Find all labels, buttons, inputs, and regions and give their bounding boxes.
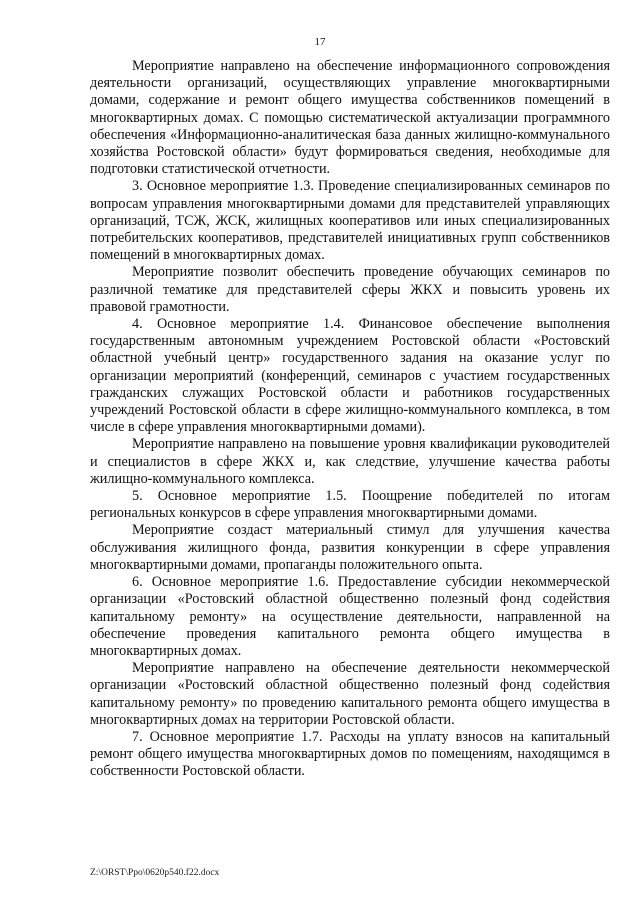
paragraph-qualification-effect: Мероприятие направлено на повышение уровня квалификации руководителей и специалистов в сфере ЖКХ и, как следствие, улучшение качества работы жилищно-коммунального комплекса. [90, 436, 610, 487]
paragraph-measure-1-5: 5. Основное мероприятие 1.5. Поощрение победителей по итогам региональных конкурсов в сфере управления многоквартирными домами. [90, 488, 610, 522]
paragraph-measure-1-4: 4. Основное мероприятие 1.4. Финансовое обеспечение выполнения государственным автономным учреждением Ростовской области «Ростовский областной учебный центр» государственного задания на оказание услуг по организации мероприятий (конференций, семинаров с участием государственных гражданских служащих Ростовской области и работников государственных учреждений Ростовской области в сфере жилищно-коммунального комплекса, в том числе в сфере управления многоквартирными домами). [90, 316, 610, 436]
paragraph-seminars-effect: Мероприятие позволит обеспечить проведение обучающих семинаров по различной тематике для представителей сферы ЖКХ и повысить уровень их правовой грамотности. [90, 264, 610, 315]
paragraph-incentive-effect: Мероприятие создаст материальный стимул для улучшения качества обслуживания жилищного фонда, развития конкуренции в сфере управления многоквартирными домами, пропаганды положительного опыта. [90, 522, 610, 573]
footer-file-path: Z:\ORST\Ppo\0620p540.f22.docx [90, 868, 220, 878]
paragraph-measure-1-7: 7. Основное мероприятие 1.7. Расходы на уплату взносов на капитальный ремонт общего имущества многоквартирных домов по помещениям, находящимся в собственности Ростовской области. [90, 728, 610, 780]
paragraph-info-support: Мероприятие направлено на обеспечение информационного сопровождения деятельности организаций, осуществляющих управление многоквартирными домами, содержание и ремонт общего имущества собственников помещений в многоквартирных домах. С помощью систематической актуализации программного обеспечения «Информационно-аналитическая база данных жилищно-коммунального хозяйства Ростовской области» будут формироваться сведения, необходимые для подготовки статистической отчетности. [90, 58, 610, 178]
paragraph-measure-1-3: 3. Основное мероприятие 1.3. Проведение специализированных семинаров по вопросам управления многоквартирными домами для представителей управляющих организаций, ТСЖ, ЖСК, жилищных кооперативов или иных специализированных потребительских кооперативов, представителей инициативных групп собственников помещений в многоквартирных домах. [90, 178, 610, 264]
paragraph-measure-1-6: 6. Основное мероприятие 1.6. Предоставление субсидии некоммерческой организации «Ростовский областной общественно полезный фонд содействия капитальному ремонту» на осуществление деятельности, направленной на обеспечение проведения капитального ремонта общего имущества в многоквартирных домах. [90, 574, 610, 659]
document-body [90, 58, 610, 781]
paragraph-fund-effect: Мероприятие направлено на обеспечение деятельности некоммерческой организации «Ростовский областной общественно полезный фонд содействия капитальному ремонту» по проведению капитального ремонта общего имущества в многоквартирных домах на территории Ростовской области. [90, 660, 610, 728]
page-number: 17 [314, 36, 326, 48]
